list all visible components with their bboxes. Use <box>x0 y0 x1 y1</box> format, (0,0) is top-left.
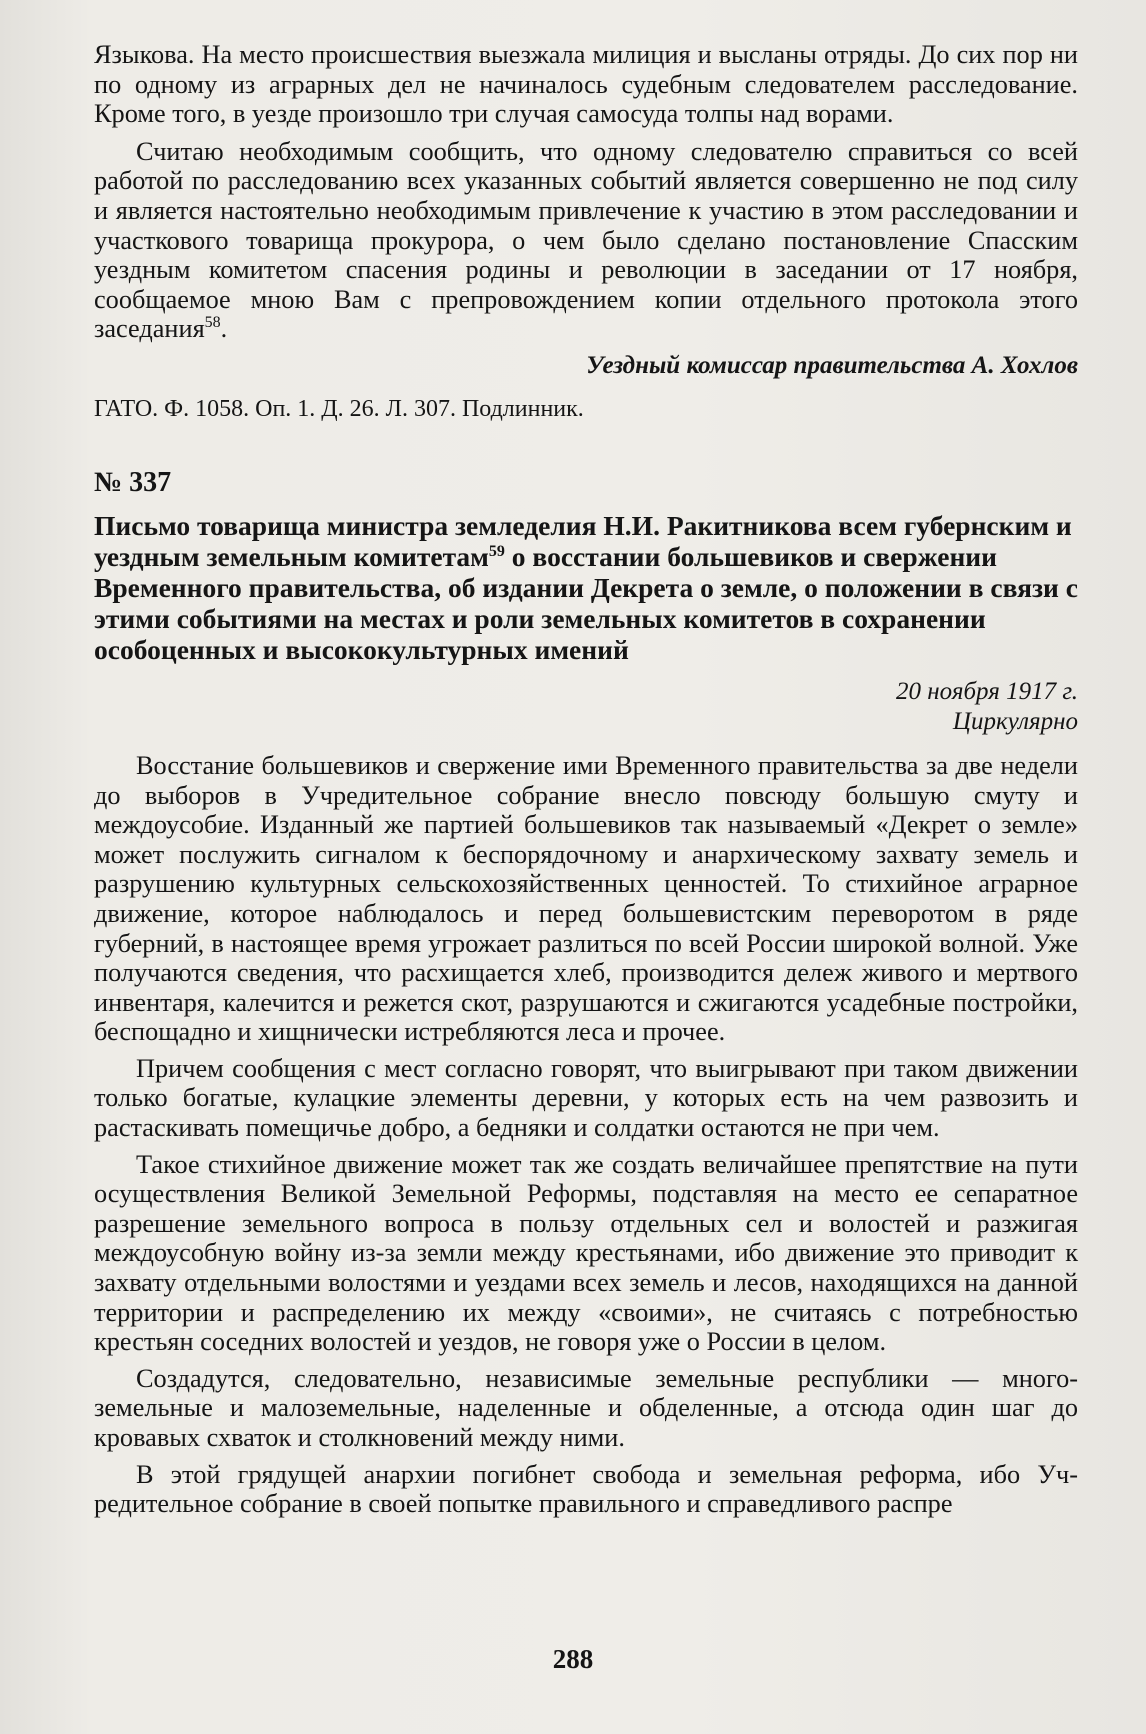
body-paragraph-1: Восстание большевиков и свержение ими Временного правительства за две недели до выборов в Учредительное собрание внесло повсюду большую смуту и междоусобие. Изданный же партией большевиков так называемый «Декрет о земле» может послужить сигналом к беспорядочному и анархическому захвату земель и разрушению культурных сельскохозяйственных ценностей. То стихийное аграрное движение, которое наблюдалось и перед большевистским переворотом в ряде губерний, в настоящее время угрожает разлиться по всей России широкой волной. Уже получаются сведения, что расхищается хлеб, производится дележ живого и мертвого инвентаря, калечится и режется скот, разрушаются и сжигаются усадебные постройки, беспощадно и хищнически истребляются леса и прочее. <box>94 750 1078 1047</box>
document-circular: Циркулярно <box>952 707 1078 735</box>
footnote-ref-58: 58 <box>204 314 221 332</box>
body-paragraph-3: Такое стихийное движение может так же создать величайшее препятствие на пути осуществления Великой Земельной Реформы, подставляя на место ее сепаратное разрешение земельного вопроса в пользу отдельных сел и волостей и разжигая междоусобную войну из-за земли между крестьянами, ибо движение это приводит к захвату отдельными волостями и уездами всех земель и лесов, находящихся на данной территории и распределению их между «своими», не считаясь с потребностью крестьян соседних волостей и уездов, не говоря уже о России в целом. <box>94 1149 1078 1357</box>
page-content <box>94 40 1078 1519</box>
archive-reference: ГАТО. Ф. 1058. Оп. 1. Д. 26. Л. 307. Подлинник. <box>94 395 584 422</box>
top-paragraph-2-text: Считаю необходимым сообщить, что одному следователю справиться со всей работой по расследованию всех указанных событий является совершенно не под силу и является настоятельно необходимым привлечение к участию в этом расследовании и участкового товарища прокурора, о чем было сделано постановление Спасским уездным комитетом спасения родины и революции в заседании от 17 ноября, сообщаемое мною Вам с препровождением копии отдельного протокола этого заседания <box>94 136 1078 344</box>
top-paragraph-2 <box>94 137 1078 344</box>
top-paragraph-1: Языкова. На место происшествия выезжала милиция и высланы отряды. До сих пор ни по одному из аграрных дел не начиналось судебным следователем расследование. Кроме того, в уезде произошло три случая самосуда толпы над ворами. <box>94 40 1078 129</box>
letter-body <box>94 751 1078 1519</box>
body-paragraph-5: В этой грядущей анархии погибнет свобода и земельная реформа, ибо Учредительное собрание в своей попытке правильного и справедливого распре <box>94 1459 1078 1519</box>
body-paragraph-4: Создадутся, следовательно, независимые земельные республики — многоземельные и малоземельные, наделенные и обделенные, а отсюда один шаг до кровавых схваток и столкновений между ними. <box>94 1363 1078 1452</box>
top-paragraph-2-end: . <box>220 314 228 344</box>
signature: Уездный комиссар правительства А. Хохлов <box>586 351 1078 379</box>
body-paragraph-2: Причем сообщения с мест согласно говорят, что выигрывают при таком движении только богатые, кулацкие элементы деревни, у которых есть на чем развозить и растаскивать помещичье добро, а бедняки и солдатки остаются не при чем. <box>94 1053 1078 1143</box>
footnote-ref-59: 59 <box>488 542 505 560</box>
document-title-part1: Письмо товарища министра земледелия Н.И. Ракитникова всем губернским и уездным земельным комитетам <box>94 509 1072 572</box>
document-title-part2: о восстании большевиков и свержении Временного правительства, об издании Декрета о земле, о положении в связи с этими событиями на местах и роли земельных комитетов в сохранении особоценных и высококультурных имений <box>94 540 1078 665</box>
document-number: № 337 <box>94 466 172 498</box>
document-title <box>94 510 1078 665</box>
document-date: 20 ноября 1917 г. <box>896 677 1078 705</box>
page-number: 288 <box>552 1644 594 1674</box>
